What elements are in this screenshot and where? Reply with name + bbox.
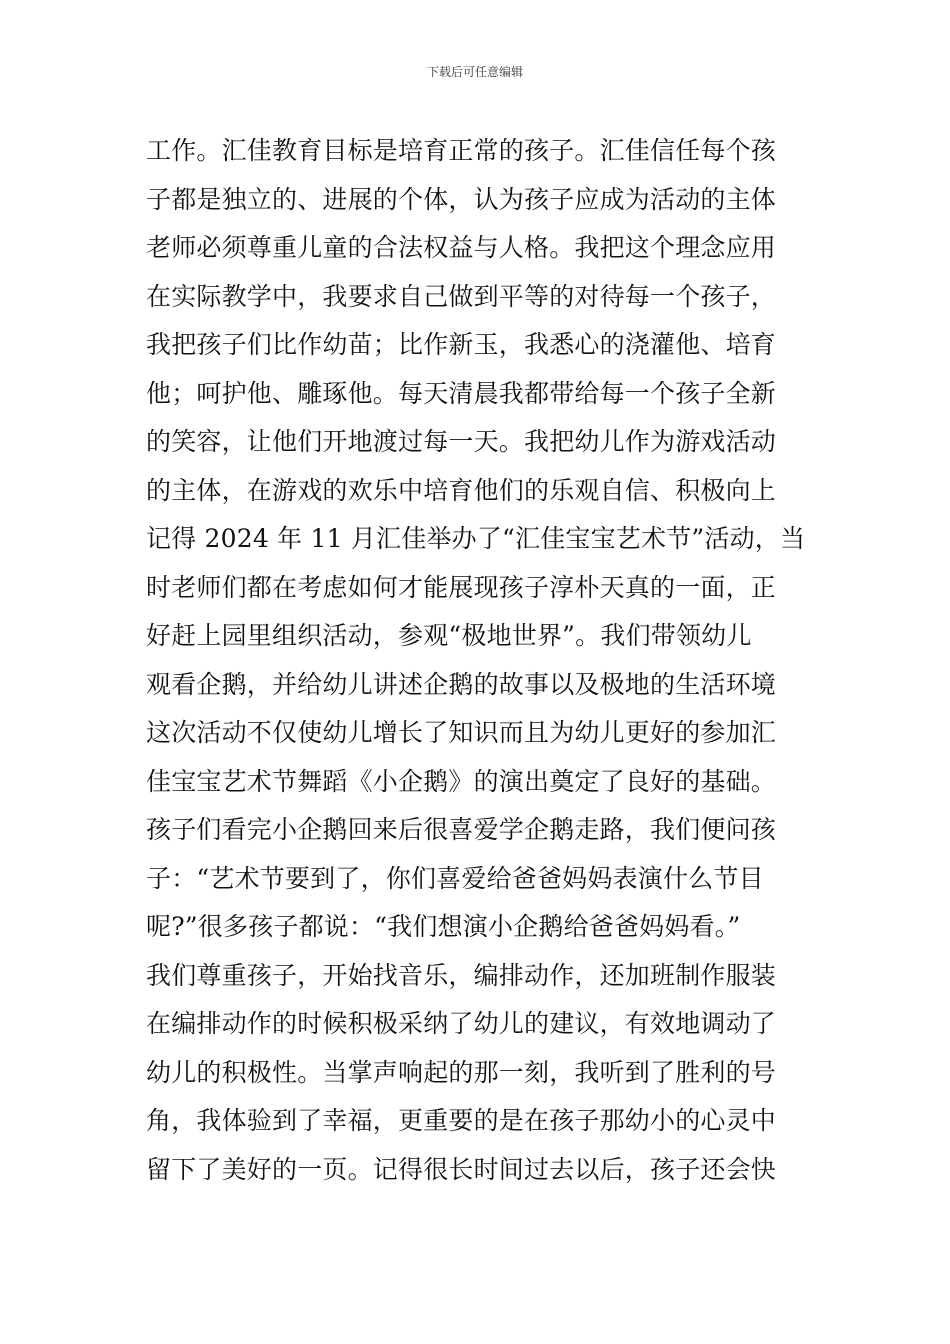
text-line: 佳宝宝艺术节舞蹈《小企鹅》的演出奠定了良好的基础。 <box>146 766 777 796</box>
document-body <box>146 127 816 1194</box>
page-header: 下载后可任意编辑 <box>426 65 523 79</box>
text-line: 孩子们看完小企鹅回来后很喜爱学企鹅走路，我们便问孩 <box>146 815 777 844</box>
text-line: 在编排动作的时候积极采纳了幼儿的建议，有效地调动了 <box>146 1009 777 1038</box>
text-line: 老师必须尊重儿童的合法权益与人格。我把这个理念应用 <box>146 233 777 262</box>
text-line: 好赶上园里组织活动，参观“极地世界”。我们带领幼儿 <box>146 621 752 650</box>
text-line: 的笑容，让他们开地渡过每一天。我把幼儿作为游戏活动 <box>146 427 777 456</box>
text-line: 角，我体验到了幸福，更重要的是在孩子那幼小的心灵中 <box>146 1106 777 1135</box>
text-line: 时老师们都在考虑如何才能展现孩子淳朴天真的一面，正 <box>146 572 777 602</box>
text-line: 工作。汇佳教育目标是培育正常的孩子。汇佳信任每个孩 <box>146 136 777 165</box>
text-line: 我把孩子们比作幼苗；比作新玉，我悉心的浇灌他、培育 <box>146 330 777 359</box>
text-line: 幼儿的积极性。当掌声响起的那一刻，我听到了胜利的号 <box>146 1057 777 1087</box>
text-line: 在实际教学中，我要求自己做到平等的对待每一个孩子， <box>146 281 777 311</box>
text-line: 呢?”很多孩子都说：“我们想演小企鹅给爸爸妈妈看。” <box>146 912 741 941</box>
text-line: 记得 2024 年 11 月汇佳举办了“汇佳宝宝艺术节”活动，当 <box>146 524 806 553</box>
text-line: 观看企鹅，并给幼儿讲述企鹅的故事以及极地的生活环境 <box>146 669 777 699</box>
text-line: 我们尊重孩子，开始找音乐，编排动作，还加班制作服装 <box>146 960 777 990</box>
text-line: 子都是独立的、进展的个体，认为孩子应成为活动的主体 <box>146 184 777 214</box>
text-line: 子：“艺术节要到了，你们喜爱给爸爸妈妈表演什么节目 <box>146 863 764 893</box>
text-line: 这次活动不仅使幼儿增长了知识而且为幼儿更好的参加汇 <box>146 718 777 747</box>
text-line: 的主体，在游戏的欢乐中培育他们的乐观自信、积极向上 <box>146 475 777 505</box>
text-line: 留下了美好的一页。记得很长时间过去以后，孩子还会快 <box>146 1154 777 1184</box>
text-line: 他；呵护他、雕琢他。每天清晨我都带给每一个孩子全新 <box>146 378 777 408</box>
